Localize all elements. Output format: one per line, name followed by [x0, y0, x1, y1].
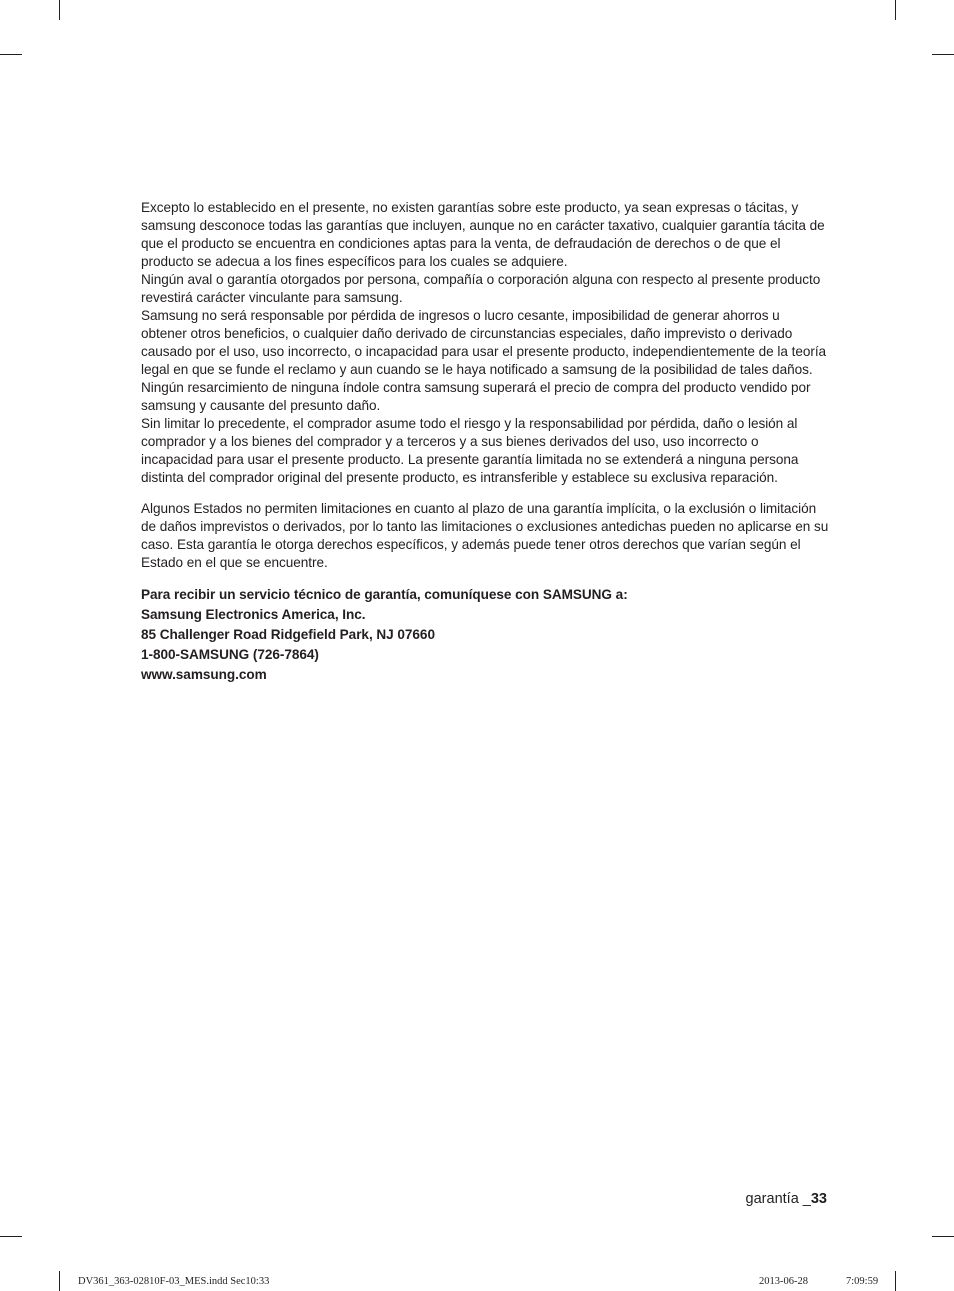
contact-block — [141, 585, 829, 685]
slug-file: DV361_363-02810F-03_MES.indd Sec10:33 — [78, 1276, 270, 1287]
contact-address: 85 Challenger Road Ridgefield Park, NJ 07660 — [141, 627, 435, 642]
crop-mark-top-right-vertical — [895, 0, 896, 20]
crop-mark-bottom-right-vertical — [895, 1271, 896, 1291]
crop-mark-bottom-left-vertical — [59, 1271, 60, 1291]
page-footer — [746, 1191, 827, 1207]
crop-mark-bottom-right-horizontal — [932, 1236, 954, 1237]
footer-section-label: garantía _ — [745, 1191, 811, 1207]
paragraph-no-endorsement: Ningún aval o garantía otorgados por persona, compañía o corporación alguna con respecto al presente producto revestirá carácter vinculante para samsung. — [141, 272, 821, 305]
warranty-text — [141, 199, 829, 685]
crop-mark-top-left-vertical — [59, 0, 60, 20]
crop-mark-top-left-horizontal — [0, 54, 22, 55]
crop-mark-bottom-left-horizontal — [0, 1236, 22, 1237]
paragraph-compensation-limit: Ningún resarcimiento de ninguna índole contra samsung superará el precio de compra del producto vendido por samsung y causante del presunto daño. — [141, 380, 811, 413]
contact-phone: 1-800-SAMSUNG (726-7864) — [141, 647, 319, 662]
page-number: 33 — [810, 1191, 827, 1207]
contact-intro: Para recibir un servicio técnico de garantía, comuníquese con SAMSUNG a: — [141, 587, 628, 602]
paragraph-buyer-risk: Sin limitar lo precedente, el comprador asume todo el riesgo y la responsabilidad por pérdida, daño o lesión al comprador y a los bienes del comprador y a terceros y a sus bienes derivados del uso, uso incorrecto o incapacidad para usar el presente producto. La presente garantía limitada no se extenderá a ninguna persona distinta del comprador original del presente producto, es intransferible y establece su exclusiva reparación. — [141, 416, 799, 485]
crop-mark-top-right-horizontal — [932, 54, 954, 55]
slug-date: 2013-06-28 — [759, 1276, 808, 1287]
paragraph-liability: Samsung no será responsable por pérdida de ingresos o lucro cesante, imposibilidad de generar ahorros u obtener otros beneficios, o cualquier daño derivado de circunstancias especiales, daño imprevisto o derivado causado por el uso, uso incorrecto, o incapacidad para usar el presente producto, independientemente de la teoría legal en que se funde el reclamo y aun cuando se le haya notificado a samsung de la posibilidad de tales daños. — [141, 308, 827, 377]
slug-time: 7:09:59 — [846, 1276, 879, 1287]
contact-company: Samsung Electronics America, Inc. — [141, 607, 366, 622]
paragraph-state-rights: Algunos Estados no permiten limitaciones en cuanto al plazo de una garantía implícita, o la exclusión o limitación de daños imprevistos o derivados, por lo tanto las limitaciones o exclusiones antedichas pueden no aplicarse en su caso. Esta garantía le otorga derechos específicos, y además puede tener otros derechos que varían según el Estado en el que se encuentre. — [141, 501, 829, 570]
contact-website[interactable]: www.samsung.com — [141, 667, 267, 682]
paragraph-disclaimer: Excepto lo establecido en el presente, no existen garantías sobre este producto, ya sean expresas o tácitas, y samsung desconoce todas las garantías que incluyen, aunque no en carácter taxativo, cualquier garantía tácita de que el producto se encuentra en condiciones aptas para la venta, de defraudación de derechos o de que el producto se adecua a los fines específicos para los cuales se adquiere. — [141, 200, 825, 269]
